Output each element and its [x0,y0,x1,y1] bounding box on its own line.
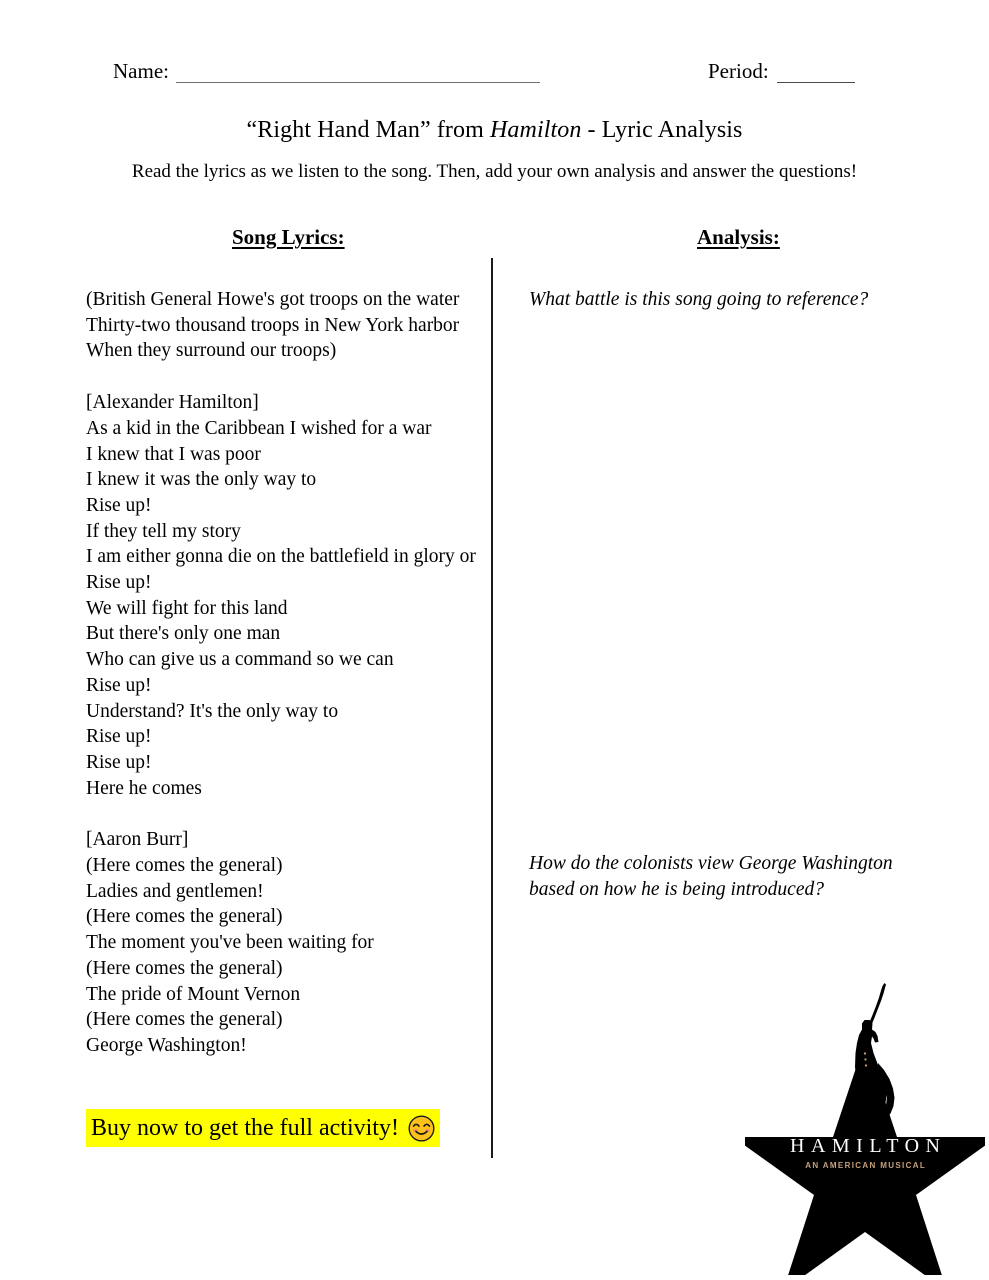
analysis-heading: Analysis: [697,225,780,249]
lyric-line: Rise up! [86,726,152,748]
lyric-line: Rise up! [86,494,152,516]
lyric-line: Here he comes [86,777,202,799]
lyric-line: (Here comes the general) [86,855,283,877]
logo-subwordmark: AN AMERICAN MUSICAL [805,1161,927,1170]
student-info-row [0,58,989,88]
lyric-line: George Washington! [86,1034,247,1056]
title-suffix: - Lyric Analysis [581,117,743,143]
song-lyrics-column [86,287,481,1059]
name-write-in-line[interactable] [176,82,540,83]
column-divider [491,258,493,1158]
lyric-line: But there's only one man [86,623,281,645]
page-title [0,115,989,145]
lyric-line: We will fight for this land [86,597,288,619]
lyric-line: If they tell my story [86,520,241,542]
lyric-block [86,827,481,1058]
logo-wordmark: HAMILTON [790,1135,947,1157]
lyric-line: The pride of Mount Vernon [86,983,301,1005]
lyric-line: (Here comes the general) [86,957,283,979]
lyric-line: Who can give us a command so we can [86,649,394,671]
lyric-block [86,390,481,801]
period-write-in-line[interactable] [777,82,855,83]
analysis-question [529,287,929,313]
lyric-line: I knew that I was poor [86,443,261,465]
lyric-line: Thirty-two thousand troops in New York harbor [86,314,460,336]
lyric-line: Rise up! [86,751,152,773]
hamilton-logo [745,975,985,1275]
analysis-question-line: based on how he is being introduced? [529,878,824,900]
lyric-line: (British General Howe's got troops on the water [86,289,460,310]
promo-banner[interactable] [86,1109,440,1147]
title-work-name: Hamilton [489,117,582,143]
smiling-face-with-smiling-eyes-icon [408,1115,435,1142]
lyric-line: I am either gonna die on the battlefield in glory or [86,546,476,568]
lyric-line: Rise up! [86,572,152,594]
analysis-question-line: What battle is this song going to reference? [529,289,869,310]
analysis-question [529,851,929,902]
analysis-question-line: How do the colonists view George Washington [529,853,893,874]
title-prefix: “Right Hand Man” from [246,117,490,143]
lyric-line: Understand? It's the only way to [86,700,339,722]
lyric-line: The moment you've been waiting for [86,932,374,954]
lyric-line: I knew it was the only way to [86,469,317,491]
lyric-speaker-label: [Alexander Hamilton] [86,392,259,414]
lyric-block [86,287,481,364]
lyric-line: As a kid in the Caribbean I wished for a war [86,417,432,439]
promo-text: Buy now to get the full activity! [91,1115,399,1141]
lyric-line: When they surround our troops) [86,340,337,362]
lyric-line: (Here comes the general) [86,906,283,928]
instructions-text: Read the lyrics as we listen to the song. Then, add your own analysis and answer the questions! [131,161,858,182]
period-label: Period: [708,59,769,83]
name-label: Name: [113,59,169,83]
lyric-line: Ladies and gentlemen! [86,880,264,902]
song-lyrics-heading: Song Lyrics: [232,225,345,249]
lyric-speaker-label: [Aaron Burr] [86,829,189,851]
lyric-line: (Here comes the general) [86,1009,283,1031]
lyric-line: Rise up! [86,674,152,696]
